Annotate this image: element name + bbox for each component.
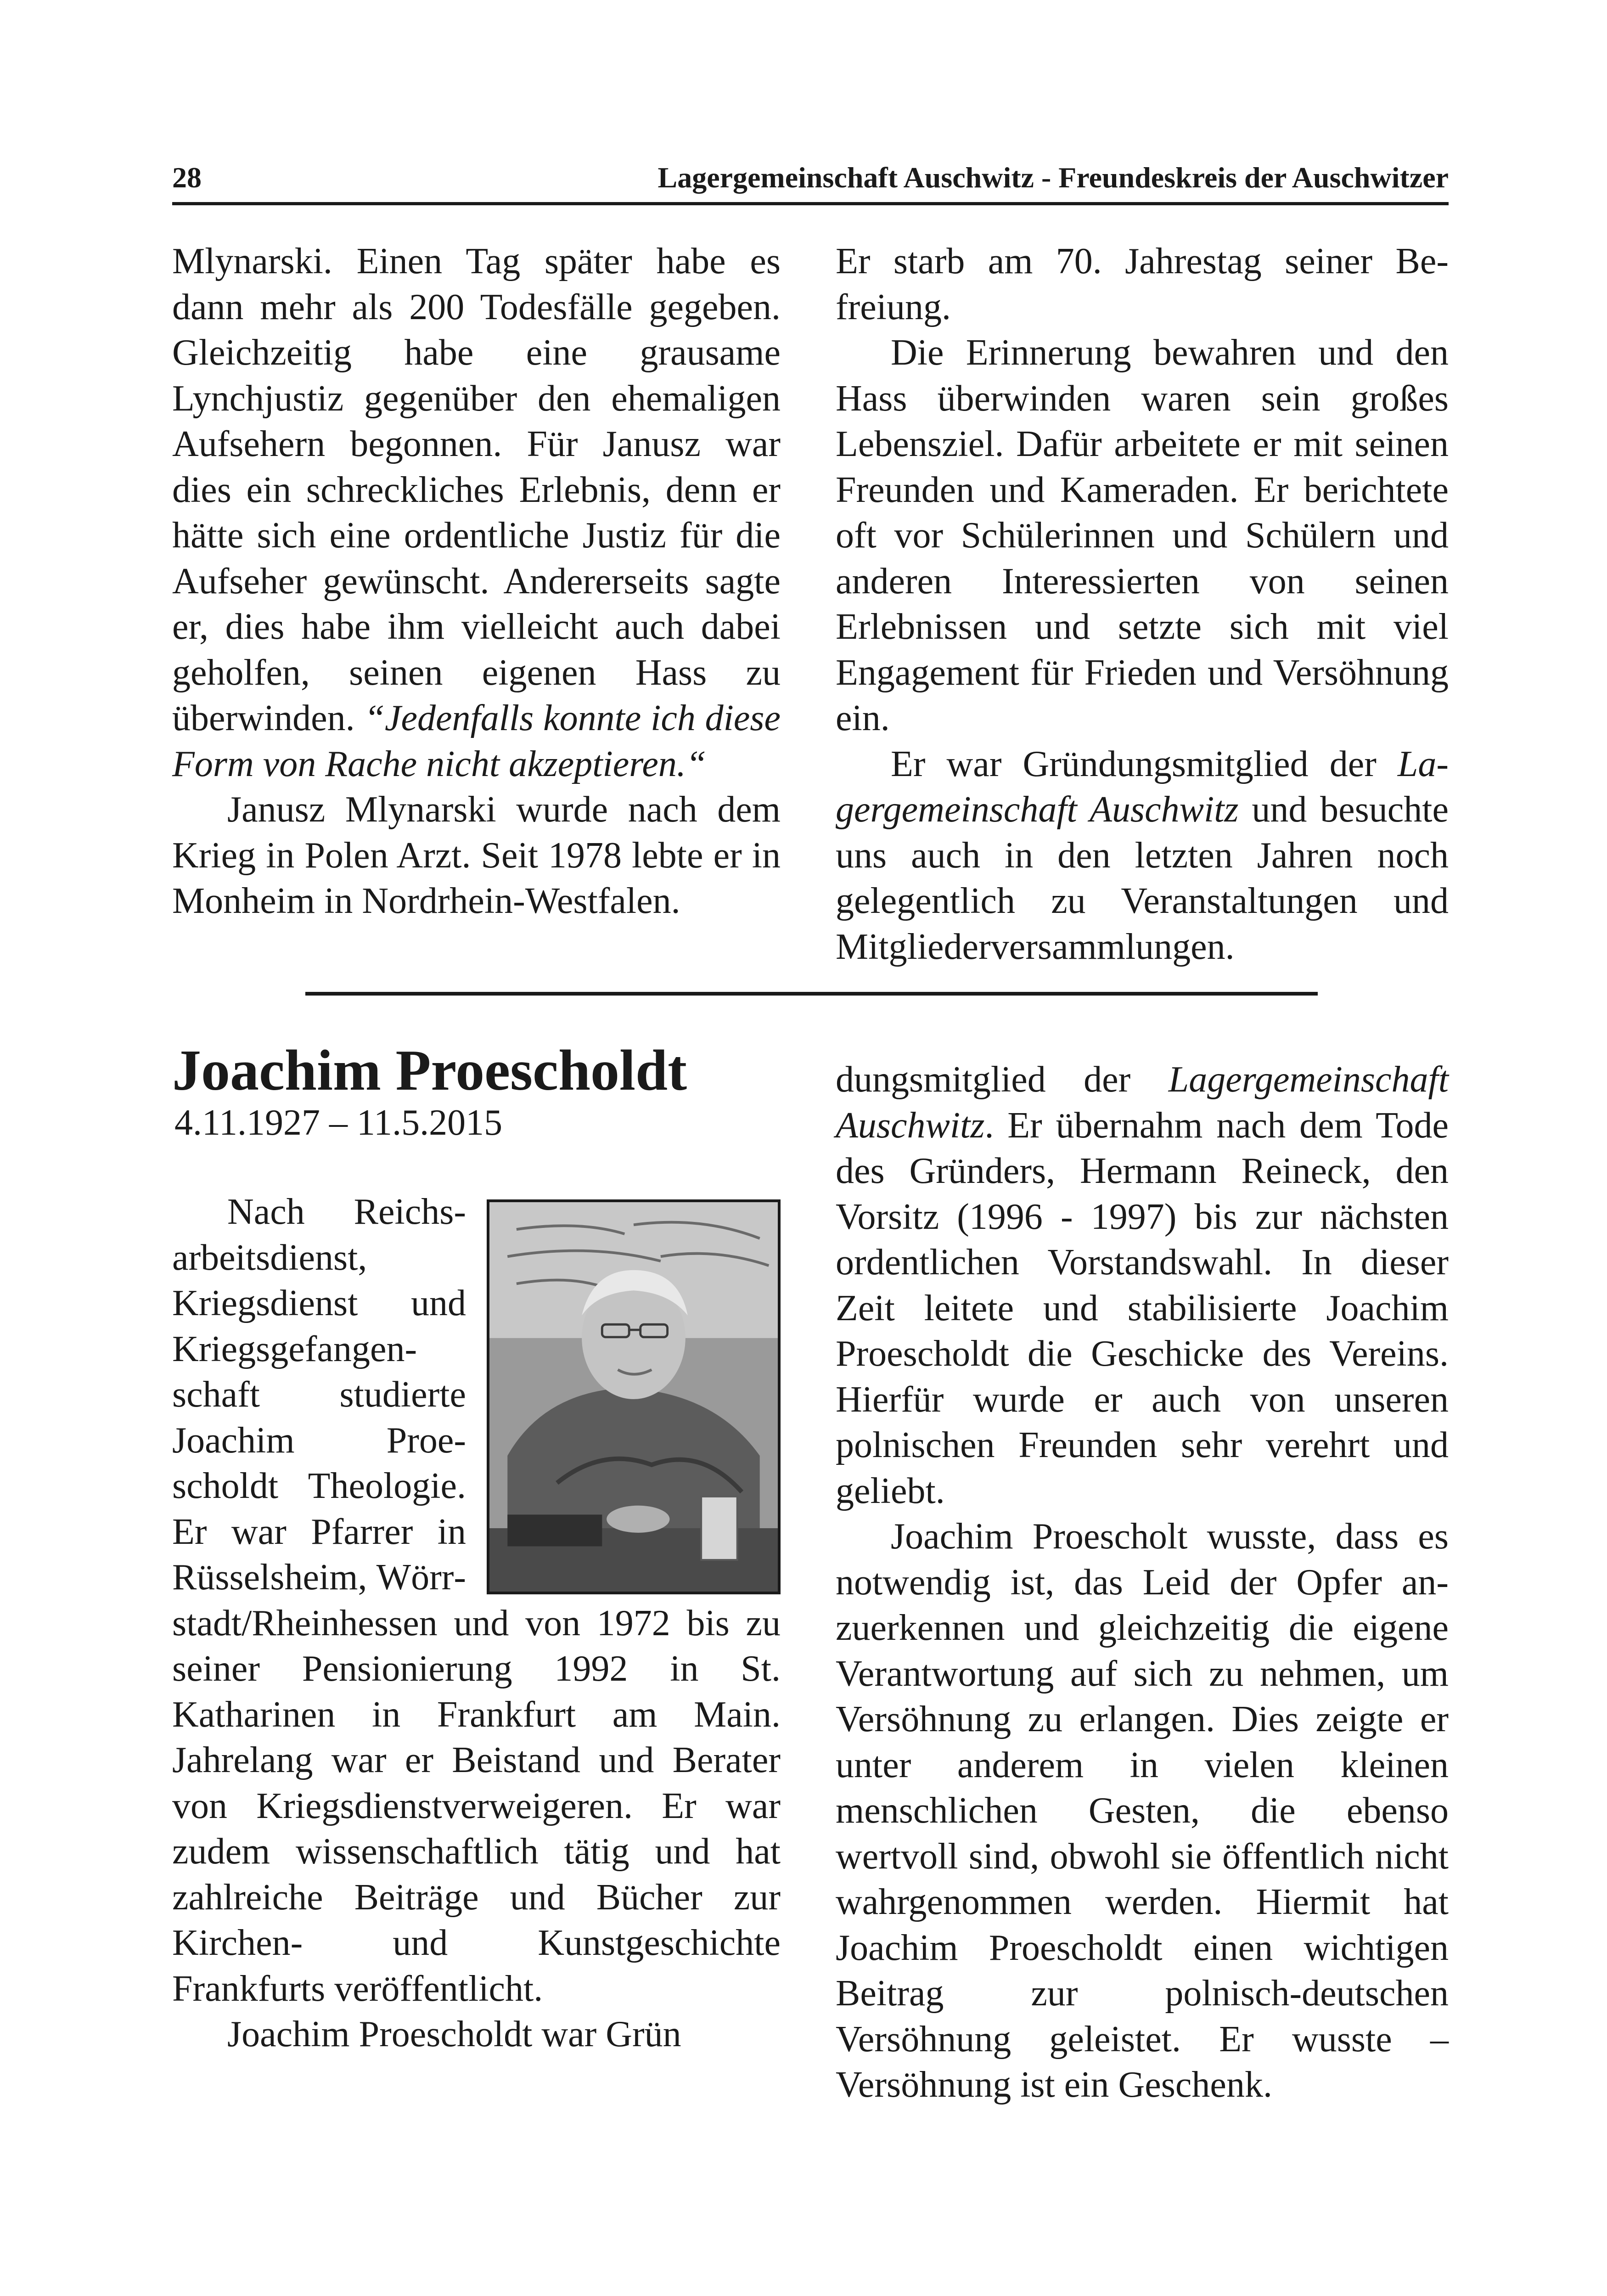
paragraph <box>172 239 781 787</box>
paragraph-text: und besuchte uns auch in den letzten Jahren noch gelegentlich zu Veranstaltungen und Mitgliederversammlungen. <box>836 789 1449 967</box>
obituary-title: Joachim Proescholdt <box>172 1039 687 1103</box>
paragraph: Die Erinnerung bewahren und den Hass überwinden waren sein großes Lebensziel. Dafür arbeitete er mit seinen Freunden und Kameraden. Er berichtete oft vor Schülerinnen und Schülern und anderen Interessierten von seinen Erlebnissen und setzte sich mit viel Engagement für Frieden und Versöhnung ein. <box>836 332 1449 738</box>
previous-article-left-column <box>172 239 781 924</box>
paragraph-text: dungsmitglied der <box>836 1059 1169 1100</box>
paragraph: Joachim Proescholt wusste, dass es notwendig ist, das Leid der Opfer anzuerkennen und gleichzeitig die eigene Verantwortung auf sich zu nehmen, um Versöhnung zu erlangen. Dies zeigte er unter anderem in vielen kleinen menschlichen Gesten, die ebenso wertvoll sind, obwohl sie öffentlich nicht wahrgenommen werden. Hiermit hat Joachim Proescholdt einen wichtigen Beitrag zur polnisch-deutschen Versöhnung geleistet. Er wusste – Versöhnung ist ein Geschenk. <box>836 1516 1449 2105</box>
page-number: 28 <box>172 161 202 194</box>
paragraph: Er starb am 70. Jahrestag seiner Befreiung. <box>836 241 1449 327</box>
paragraph: Joachim Proescholdt war Grün <box>227 2014 681 2054</box>
paragraph-text: . Er übernahm nach dem Tode des Gründers, Hermann Reineck, den Vorsitz (1996 - 1997) bis zur nächsten ordentlichen Vorstandswahl. In dieser Zeit leitete und stabilisierte Joachim Proescholdt die Geschicke des Vereins. Hierfür wurde er auch von unseren polnischen Freunden sehr verehrt und geliebt. <box>836 1105 1449 1511</box>
paragraph <box>836 1057 1449 1514</box>
previous-article-right-column <box>836 239 1449 970</box>
obituary-left-column <box>172 1189 781 2058</box>
quote-text: “Jedenfalls konnte ich diese Form von Rache nicht akzeptieren.“ <box>172 698 781 784</box>
page-header <box>172 156 1449 205</box>
paragraph-text: Er war Gründungsmitglied der <box>891 743 1398 784</box>
obituary-right-column <box>836 1057 1449 2108</box>
running-title: Lagergemeinschaft Auschwitz - Freundeskreis der Auschwitzer <box>657 161 1449 194</box>
paragraph: Nach Reichsarbeitsdienst, Kriegsdienst und Kriegsgefangenschaft studierte Joachim Proescholdt Theologie. Er war Pfarrer in Rüsselsheim, Wörrstadt/Rheinhessen und von 1972 bis zu seiner Pensionierung 1992 in St. Katharinen in Frankfurt am Main. Jahrelang war er Beistand und Berater von Kriegsdienstverweigeren. Er war zudem wissenschaftlich tätig und hat zahlreiche Beiträge und Bücher zur Kirchen- und Kunstgeschichte Frankfurts veröffentlicht. <box>172 1192 781 2009</box>
obituary-dates: 4.11.1927 – 11.5.2015 <box>174 1103 503 1143</box>
section-divider <box>305 992 1318 996</box>
portrait-photo <box>487 1199 781 1594</box>
portrait-photo-graphic <box>489 1202 778 1592</box>
paragraph-text: Mlynarski. Einen Tag später habe es dann mehr als 200 Todesfälle gegeben. Gleichzeitig habe eine grausame Lynchjustiz gegenüber den ehemaligen Aufsehern begonnen. Für Janusz war dies ein schreckliches Erlebnis, denn er hätte sich eine ordentliche Justiz für die Aufseher gewünscht. Andererseits sagte er, dies habe ihm vielleicht auch dabei geholfen, seinen eigenen Hass zu überwinden. <box>172 241 781 738</box>
paragraph: Janusz Mlynarski wurde nach dem Krieg in Polen Arzt. Seit 1978 lebte er in Monheim in Nordrhein-Westfalen. <box>172 789 781 921</box>
organization-name: Lagergemeinschaft Auschwitz <box>836 743 1449 830</box>
organization-name: Lagergemeinschaft Auschwitz <box>836 1059 1449 1146</box>
paragraph <box>836 742 1449 970</box>
